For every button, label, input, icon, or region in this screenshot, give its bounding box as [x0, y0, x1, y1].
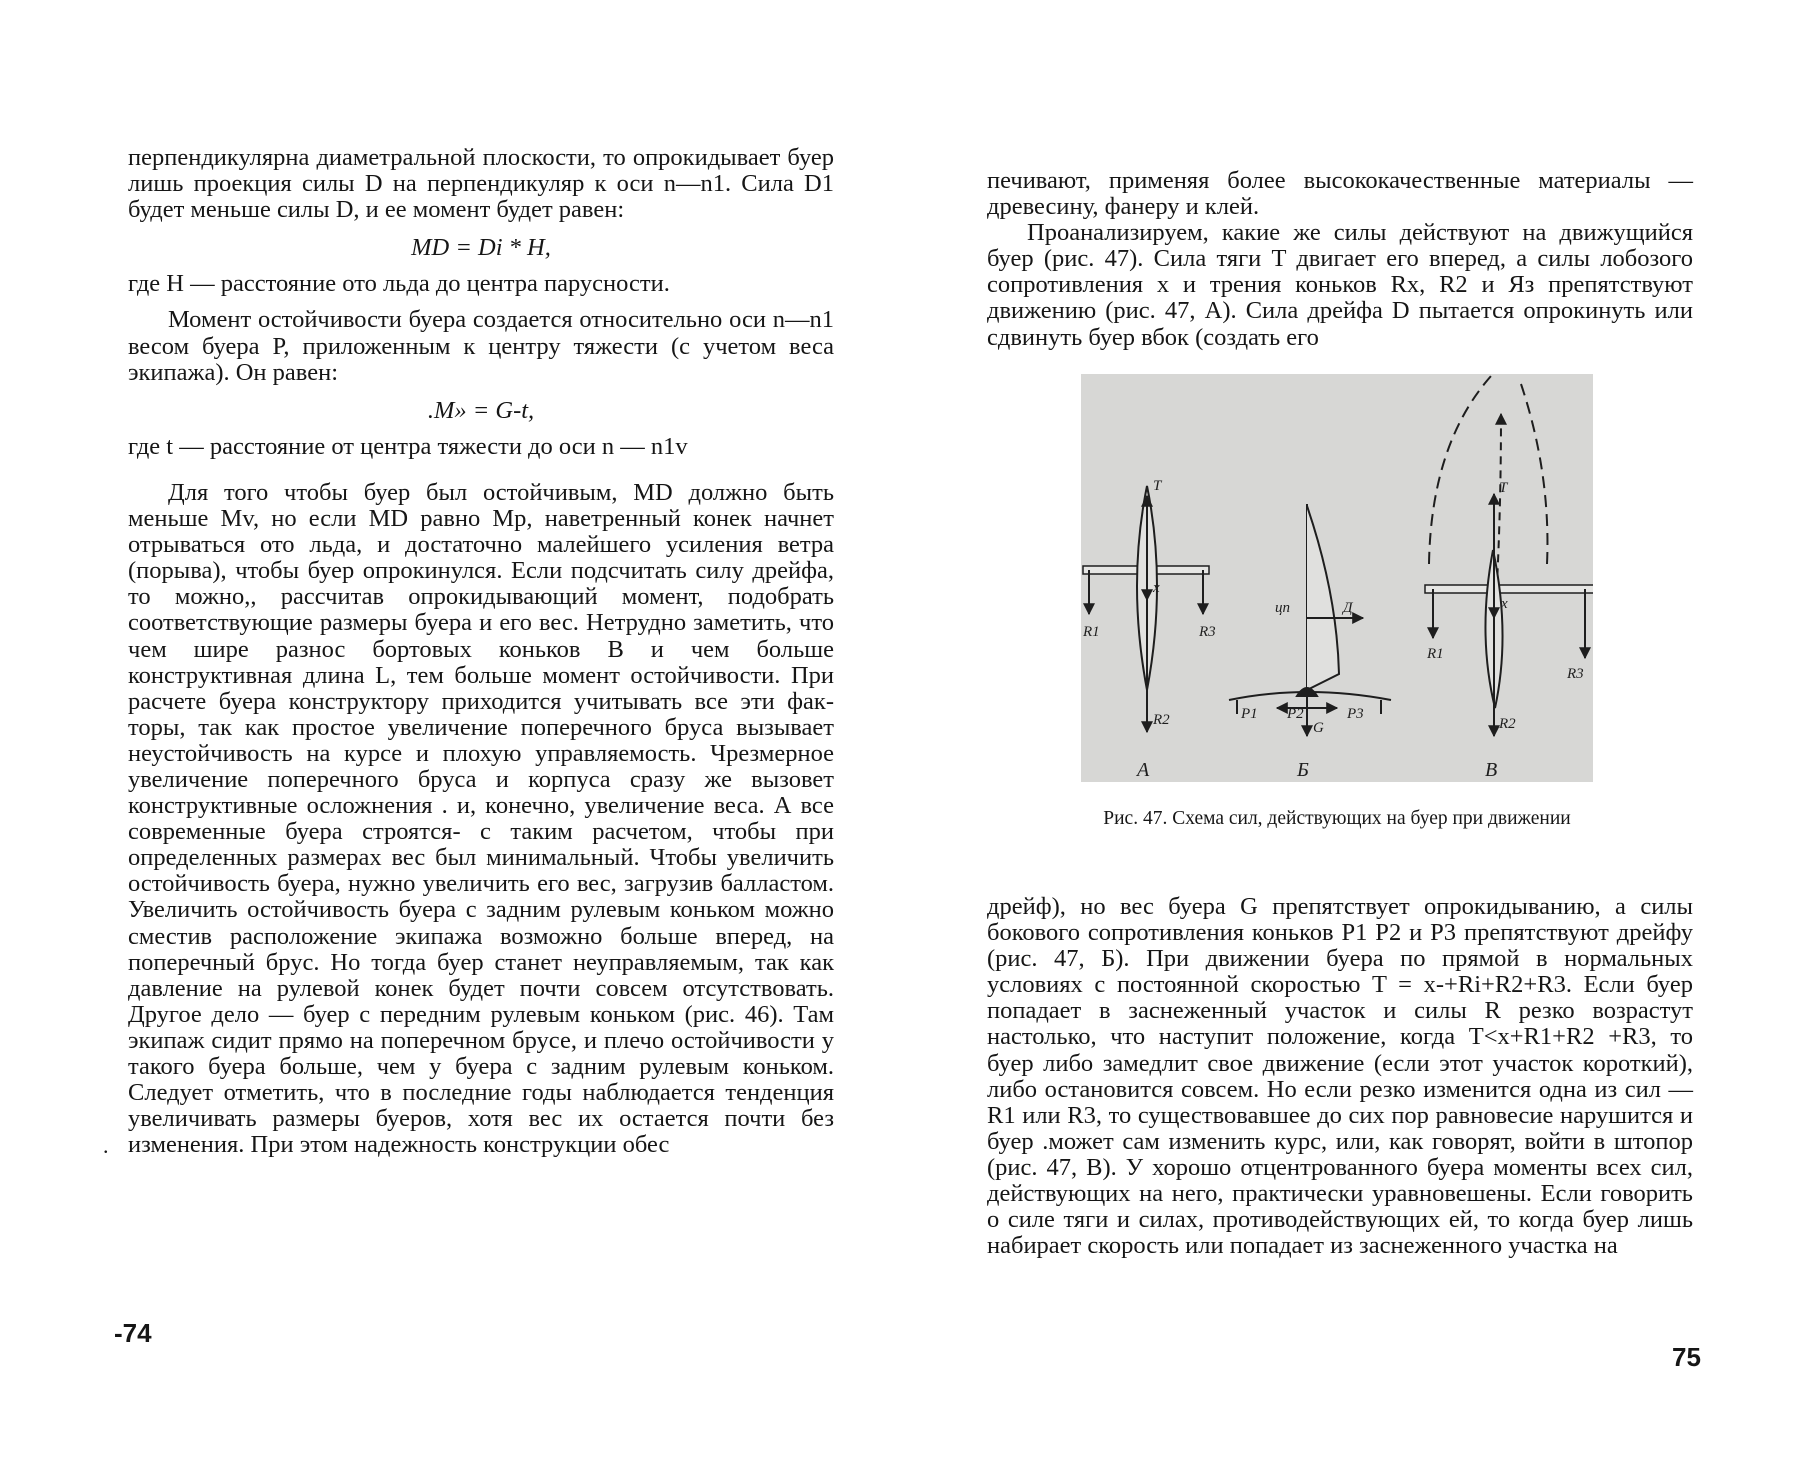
left-paragraph-5: Для того чтобы буер был остойчивым, MD должно быть меньше Mv, но если MD равно Mp, наветренный конек начнет отрываться ото льда, и достаточно малейшего усиления ветра (порыва), чтобы буер опрокинулся. Если подсчитать силу дрейфа, то можно,, рассчитав опрокидывающий момент, подобрать соответствующие размеры буера и его вес. Нетрудно заметить, что чем шире разнос бортовых коньков B и чем больше конструктивная длина L, тем больше момент остойчивости. При расчете буера конструктору приходится учитывать все эти факторы, так как простое увеличение поперечного бруса вызывает неустойчивость на курсе и плохую управляемость. Чрезмерное увеличение поперечного бруса и корпуса сразу же вызовет конструктивные осложнения . и, конечно, увеличение веса. А все современные буера строятся- с таким расчетом, чтобы при определенных размерах вес был минимальный. Чтобы увеличить остойчивость буера, нужно увеличить его вес, загрузив балластом. Увеличить остойчивость буера с задним рулевым коньком можно сместив расположение экипажа возможно больше вперед, на поперечный брус. Но тогда буер станет неуправляемым, так как давление на рулевой конек будет почти совсем отсутствовать. Другое дело — буер с передним рулевым коньком (рис. 46). Там экипаж сидит прямо на поперечном брусе, и плечо остойчивости у такого буера больше, чем у буера с задним рулевым коньком. Следует отметить, что в последние годы наблюдается тенденция увеличивать размеры буеров, хотя вес их остается почти без изменения. При этом надежность конструкции обес	[128, 478, 834, 1159]
label-p3-b: P3	[1347, 706, 1364, 722]
left-text-column	[128, 145, 834, 1158]
page-number-left: -74	[114, 1318, 152, 1348]
label-r1-v: R1	[1427, 646, 1444, 662]
sail-b	[1307, 506, 1339, 690]
label-r3-v: R3	[1567, 666, 1584, 682]
label-v: В	[1485, 759, 1498, 781]
left-page	[0, 0, 896, 1460]
label-r1-a: R1	[1083, 624, 1100, 640]
label-d-b: Д	[1343, 600, 1353, 616]
left-paragraph-3: Момент остойчивости буера создается относительно оси n—n1 весом буера P, приложенным к центру тяжести (с учетом веса экипажа). Он равен:	[128, 306, 834, 386]
right-text-top	[987, 168, 1693, 351]
hull-b	[1297, 688, 1317, 696]
label-a: А	[1137, 759, 1150, 781]
stray-dot: .	[103, 1133, 109, 1158]
dashed-arc-left-v	[1429, 376, 1491, 564]
right-paragraph-1: печивают, применяя более высококачественные материалы — древесину, фанеру и клей.	[987, 167, 1693, 221]
label-r2-v: R2	[1499, 716, 1516, 732]
label-x-a: x	[1153, 580, 1160, 596]
formula-md: MD = Di * H,	[411, 234, 551, 262]
crossbar-v	[1425, 585, 1593, 593]
right-paragraph-3: дрейф), но вес буера G препятствует опрокидыванию, а силы бокового сопротивления коньков P1 P2 и P3 препятствуют дрейфу (рис. 47, Б). При движении буера по прямой в нормальных условиях с постоянной скоростью T = x-+Ri+R2+R3. Если буер попадает в заснеженный участок и силы R резко возрастут настолько, что наступит положение, когда T<x+R1+R2 +R3, то буер либо замедлит свое движение (если этот участок короткий), либо остановится совсем. Но если резко изменится одна из сил — R1 или R3, то существовавшее до сих пор равновесие нарушится и буер .может сам изменить курс, или, как говорят, войти в штопор (рис. 47, В). У хорошо отцентрованного буера моменты всех сил, действующих на него, практически уравновешены. Если говорить о силе тяги и силах, противодействующих ей, то когда буер лишь набирает скорость или попадает из заснеженного участка на	[987, 893, 1693, 1260]
label-g-b: G	[1313, 720, 1324, 736]
right-paragraph-2: Проанализируем, какие же силы действуют на движущийся буер (рис. 47). Сила тяги T двигает его вперед, а силы лобозого сопротивления x и трения коньков Rx, R2 и Яз препятствуют движению (рис. 47, А). Сила дрейфа D пытается опрокинуть или сдвинуть буер вбок (создать его	[987, 219, 1693, 351]
right-text-bottom	[987, 894, 1693, 1259]
label-p2-b: P2	[1287, 706, 1304, 722]
label-cp-b: цп	[1275, 600, 1290, 616]
force-diagram-svg	[1081, 374, 1593, 782]
label-t-a: T	[1153, 478, 1162, 494]
left-paragraph-2: где H — расстояние ото льда до центра парусности.	[128, 270, 670, 298]
label-b: Б	[1297, 759, 1309, 781]
label-r2-a: R2	[1153, 712, 1170, 728]
left-paragraph-4: где t — расстояние от центра тяжести до оси n — n1v	[128, 432, 688, 460]
dashed-arc-right-v	[1521, 384, 1547, 564]
left-paragraph-1: перпендикулярна диаметральной плоскости, то опрокидывает буер лишь проекция силы D на перпендикуляр к оси n—n1. Сила D1 будет меньше силы D, и ее момент будет равен:	[128, 144, 834, 224]
label-t-v: T	[1499, 480, 1508, 496]
label-p1-b: P1	[1241, 706, 1258, 722]
page-number-right: 75	[1672, 1342, 1701, 1372]
figure-caption: Рис. 47. Схема сил, действующих на буер при движении	[1103, 808, 1571, 829]
label-x-v: x	[1501, 596, 1508, 612]
formula-mv: .M» = G-t,	[427, 396, 535, 424]
figure-47-force-diagram	[1081, 374, 1593, 782]
label-r3-a: R3	[1199, 624, 1216, 640]
